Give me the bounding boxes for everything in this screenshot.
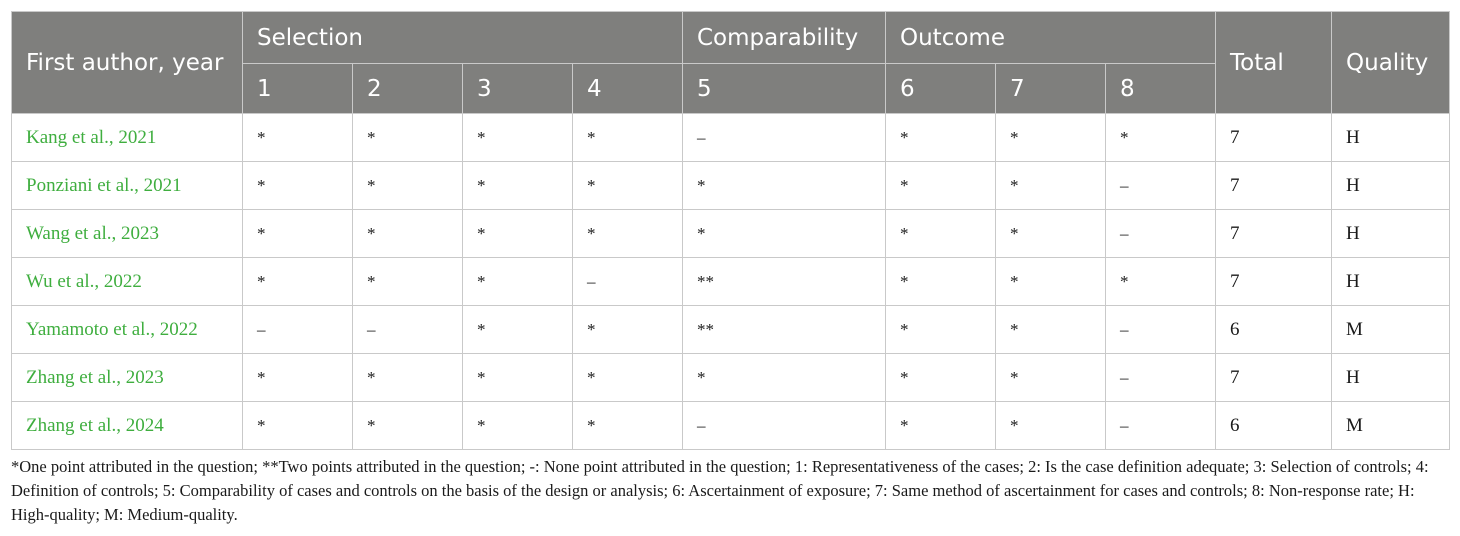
item-5-cell: * — [683, 162, 886, 210]
item-5-cell: * — [683, 210, 886, 258]
author-link[interactable]: Yamamoto et al., 2022 — [12, 306, 243, 354]
item-5-cell: ** — [683, 258, 886, 306]
table-row — [12, 258, 1450, 306]
comparability-group-header: Comparability — [683, 12, 886, 64]
total-cell: 7 — [1216, 258, 1332, 306]
quality-cell: M — [1332, 306, 1450, 354]
item-4-cell: – — [573, 258, 683, 306]
item-7-cell: * — [996, 402, 1106, 450]
item-6-cell: * — [886, 402, 996, 450]
item-2-cell: * — [353, 114, 463, 162]
quality-cell: H — [1332, 210, 1450, 258]
total-cell: 6 — [1216, 402, 1332, 450]
table-row — [12, 402, 1450, 450]
item-3-cell: * — [463, 402, 573, 450]
quality-cell: M — [1332, 402, 1450, 450]
table-footnote: *One point attributed in the question; **Two points attributed in the question; -: None point attributed in the question; 1: Representativeness of the cases; 2: Is the case definition adequate; 3: Selection of controls; 4: Definition of controls; 5: Comparability of cases and controls on the basis of the design or analysis; 6: Ascertainment of exposure; 7: Same method of ascertainment for cases and controls; 8: Non-response rate; H: High-quality; M: Medium-quality. — [11, 457, 1429, 524]
quality-assessment-table — [11, 11, 1450, 450]
item-header-5: 5 — [683, 64, 886, 114]
table-row — [12, 114, 1450, 162]
table-row — [12, 162, 1450, 210]
quality-assessment-table-container — [11, 11, 1449, 450]
item-header-6: 6 — [886, 64, 996, 114]
item-7-cell: * — [996, 354, 1106, 402]
item-header-4: 4 — [573, 64, 683, 114]
item-1-cell: * — [243, 210, 353, 258]
item-4-cell: * — [573, 402, 683, 450]
item-8-cell: – — [1106, 162, 1216, 210]
total-column-header: Total — [1216, 12, 1332, 114]
quality-cell: H — [1332, 258, 1450, 306]
item-2-cell: * — [353, 210, 463, 258]
total-cell: 6 — [1216, 306, 1332, 354]
item-7-cell: * — [996, 258, 1106, 306]
item-6-cell: * — [886, 162, 996, 210]
item-3-cell: * — [463, 114, 573, 162]
item-6-cell: * — [886, 354, 996, 402]
item-3-cell: * — [463, 306, 573, 354]
quality-column-header: Quality — [1332, 12, 1450, 114]
item-2-cell: – — [353, 306, 463, 354]
selection-group-header: Selection — [243, 12, 683, 64]
table-row — [12, 354, 1450, 402]
total-cell: 7 — [1216, 210, 1332, 258]
item-header-3: 3 — [463, 64, 573, 114]
author-link[interactable]: Kang et al., 2021 — [12, 114, 243, 162]
item-5-cell: – — [683, 114, 886, 162]
author-link[interactable]: Wu et al., 2022 — [12, 258, 243, 306]
item-1-cell: – — [243, 306, 353, 354]
total-cell: 7 — [1216, 354, 1332, 402]
item-8-cell: – — [1106, 210, 1216, 258]
item-3-cell: * — [463, 354, 573, 402]
author-link[interactable]: Zhang et al., 2024 — [12, 402, 243, 450]
item-7-cell: * — [996, 162, 1106, 210]
author-link[interactable]: Ponziani et al., 2021 — [12, 162, 243, 210]
author-column-header: First author, year — [12, 12, 243, 114]
item-3-cell: * — [463, 210, 573, 258]
table-header — [12, 12, 1450, 114]
table-row — [12, 306, 1450, 354]
table-row — [12, 210, 1450, 258]
item-7-cell: * — [996, 210, 1106, 258]
table-body — [12, 114, 1450, 450]
item-1-cell: * — [243, 258, 353, 306]
item-2-cell: * — [353, 258, 463, 306]
item-2-cell: * — [353, 402, 463, 450]
item-7-cell: * — [996, 306, 1106, 354]
item-8-cell: – — [1106, 306, 1216, 354]
quality-cell: H — [1332, 162, 1450, 210]
item-8-cell: * — [1106, 114, 1216, 162]
item-8-cell: – — [1106, 402, 1216, 450]
item-1-cell: * — [243, 114, 353, 162]
author-link[interactable]: Zhang et al., 2023 — [12, 354, 243, 402]
item-8-cell: – — [1106, 354, 1216, 402]
item-5-cell: – — [683, 402, 886, 450]
item-4-cell: * — [573, 306, 683, 354]
item-header-1: 1 — [243, 64, 353, 114]
outcome-group-header: Outcome — [886, 12, 1216, 64]
item-4-cell: * — [573, 210, 683, 258]
item-4-cell: * — [573, 114, 683, 162]
item-6-cell: * — [886, 210, 996, 258]
item-1-cell: * — [243, 402, 353, 450]
item-6-cell: * — [886, 306, 996, 354]
item-4-cell: * — [573, 354, 683, 402]
item-header-7: 7 — [996, 64, 1106, 114]
quality-cell: H — [1332, 354, 1450, 402]
item-3-cell: * — [463, 162, 573, 210]
author-link[interactable]: Wang et al., 2023 — [12, 210, 243, 258]
item-6-cell: * — [886, 258, 996, 306]
quality-cell: H — [1332, 114, 1450, 162]
item-5-cell: * — [683, 354, 886, 402]
item-7-cell: * — [996, 114, 1106, 162]
item-1-cell: * — [243, 354, 353, 402]
item-6-cell: * — [886, 114, 996, 162]
item-2-cell: * — [353, 162, 463, 210]
item-1-cell: * — [243, 162, 353, 210]
total-cell: 7 — [1216, 114, 1332, 162]
item-5-cell: ** — [683, 306, 886, 354]
item-header-2: 2 — [353, 64, 463, 114]
item-3-cell: * — [463, 258, 573, 306]
item-8-cell: * — [1106, 258, 1216, 306]
item-2-cell: * — [353, 354, 463, 402]
item-header-8: 8 — [1106, 64, 1216, 114]
total-cell: 7 — [1216, 162, 1332, 210]
item-4-cell: * — [573, 162, 683, 210]
